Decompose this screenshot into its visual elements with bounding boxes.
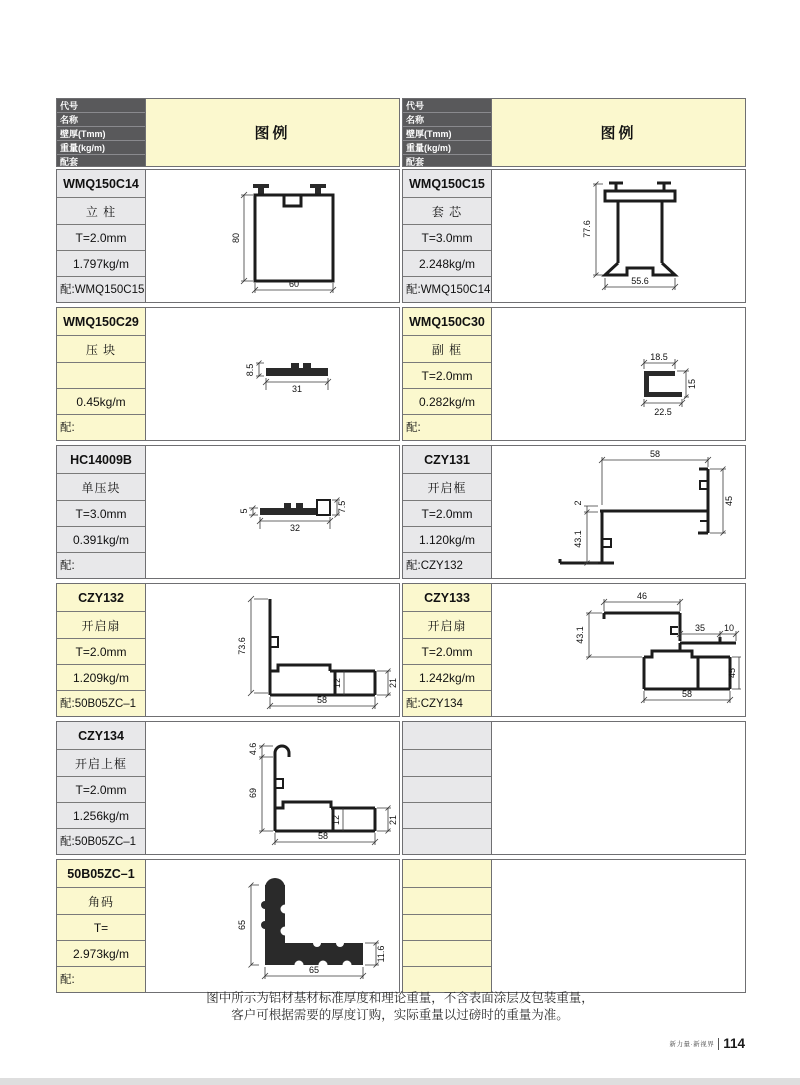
header-match-label: 配套	[60, 157, 79, 167]
profile-weight: 2.248kg/m	[403, 251, 491, 277]
profile-tables	[56, 98, 746, 993]
profile-code: CZY132	[57, 584, 145, 612]
profile-match: 配:	[57, 967, 145, 992]
dim-label: 46	[636, 591, 648, 601]
dim-label: 32	[289, 523, 301, 533]
profile-drawing-empty	[492, 722, 745, 854]
dim-label: 58	[681, 689, 693, 699]
catalog-left-table	[56, 98, 400, 993]
profile-code: WMQ150C29	[57, 308, 145, 336]
label-column	[57, 170, 146, 302]
drawing-core-insert	[492, 171, 745, 301]
dim-label: 43.1	[575, 626, 585, 644]
dim-label: 11.6	[376, 945, 386, 963]
profile-name: 立 柱	[57, 198, 145, 225]
profile-name: 开启上框	[57, 750, 145, 777]
profile-thickness: T=2.0mm	[403, 639, 491, 665]
profile-row-wmq150c30	[402, 307, 746, 441]
footer-note-line1: 图中所示为铝材基材标准厚度和理论重量，不含表面涂层及包装重量，	[206, 991, 594, 1005]
dim-label: 35	[694, 623, 706, 633]
drawing-sub-frame	[492, 309, 745, 439]
profile-name: 单压块	[57, 474, 145, 501]
dim-label: 60	[288, 279, 300, 289]
profile-name: 角码	[57, 888, 145, 915]
label-column	[57, 446, 146, 578]
profile-row-50b05zc1	[56, 859, 400, 993]
dim-label: 12	[331, 814, 341, 826]
profile-drawing	[146, 308, 399, 440]
profile-drawing	[146, 722, 399, 854]
page-footer	[670, 1036, 745, 1051]
label-column	[57, 860, 146, 992]
profile-drawing-empty	[492, 860, 745, 992]
profile-match: 配:	[403, 415, 491, 440]
profile-name: 开启扇	[403, 612, 491, 639]
profile-match: 配:	[57, 415, 145, 440]
dim-label: 65	[237, 919, 247, 931]
header-name-label: 名称	[57, 113, 145, 127]
label-column	[57, 308, 146, 440]
header-label-column	[57, 99, 146, 166]
profile-match: 配:WMQ150C15	[57, 277, 145, 302]
drawing-top-frame-profile	[147, 723, 398, 853]
dim-label: 55.6	[631, 276, 649, 286]
profile-row-hc14009b	[56, 445, 400, 579]
profile-row-empty	[402, 859, 746, 993]
dim-label: 65	[308, 965, 320, 975]
dim-label: 4.6	[248, 742, 258, 756]
label-column	[403, 170, 492, 302]
dim-label: 8.5	[245, 363, 255, 377]
bottom-edge-strip	[0, 1078, 800, 1085]
profile-row-empty	[402, 721, 746, 855]
profile-name	[403, 888, 491, 915]
dim-label: 31	[291, 384, 303, 394]
drawing-sash-profile-2	[492, 585, 745, 715]
dim-label: 2	[573, 500, 583, 506]
profile-name: 开启框	[403, 474, 491, 501]
profile-weight: 1.256kg/m	[57, 803, 145, 829]
header-match-label: 配套	[406, 157, 425, 167]
profile-row-czy133	[402, 583, 746, 717]
profile-name: 压 块	[57, 336, 145, 363]
dim-label: 58	[317, 831, 329, 841]
profile-thickness: T=3.0mm	[403, 225, 491, 251]
profile-code	[403, 722, 491, 750]
dim-label: 18.5	[650, 352, 668, 362]
profile-thickness: T=2.0mm	[57, 225, 145, 251]
profile-thickness: T=3.0mm	[57, 501, 145, 527]
profile-row-czy132	[56, 583, 400, 717]
profile-weight: 1.209kg/m	[57, 665, 145, 691]
brand-text: 新力量·新视界	[669, 1041, 715, 1048]
page-number: 114	[723, 1036, 745, 1051]
dim-label: 45	[724, 495, 734, 507]
dim-label: 7.5	[337, 500, 347, 514]
label-column	[403, 308, 492, 440]
profile-weight: 1.242kg/m	[403, 665, 491, 691]
profile-weight	[403, 803, 491, 829]
profile-row-czy131	[402, 445, 746, 579]
profile-drawing	[492, 170, 745, 302]
profile-code: 50B05ZC–1	[57, 860, 145, 888]
label-column	[403, 722, 492, 854]
profile-match: 配:WMQ150C14	[403, 277, 491, 302]
profile-drawing	[146, 170, 399, 302]
footer-note	[0, 990, 800, 1024]
profile-match: 配:	[57, 553, 145, 578]
profile-thickness	[403, 915, 491, 941]
profile-name: 套 芯	[403, 198, 491, 225]
profile-thickness: T=2.0mm	[403, 363, 491, 389]
dim-label: 12	[332, 677, 342, 689]
profile-thickness: T=2.0mm	[403, 501, 491, 527]
profile-drawing	[146, 446, 399, 578]
profile-name: 开启扇	[57, 612, 145, 639]
profile-weight: 1.797kg/m	[57, 251, 145, 277]
drawing-sash-profile	[147, 585, 398, 715]
profile-weight: 0.282kg/m	[403, 389, 491, 415]
profile-weight: 0.45kg/m	[57, 389, 145, 415]
header-code-label: 代号	[403, 99, 491, 113]
profile-row-wmq150c15	[402, 169, 746, 303]
dim-label: 69	[248, 787, 258, 799]
profile-row-wmq150c14	[56, 169, 400, 303]
profile-thickness: T=	[57, 915, 145, 941]
profile-match	[403, 829, 491, 854]
dim-label: 22.5	[654, 407, 672, 417]
header-name-label: 名称	[403, 113, 491, 127]
profile-thickness	[403, 777, 491, 803]
dim-label: 10	[723, 623, 735, 633]
header-code-label: 代号	[57, 99, 145, 113]
header-weight-label: 重量(kg/m)	[57, 141, 145, 155]
drawing-single-pressure-block	[147, 447, 398, 577]
profile-thickness	[57, 363, 145, 389]
footer-note-line2: 客户可根据需要的厚度订购，实际重量以过磅时的重量为准。	[231, 1008, 569, 1022]
profile-name	[403, 750, 491, 777]
profile-thickness: T=2.0mm	[57, 639, 145, 665]
profile-drawing	[146, 584, 399, 716]
legend-header: 图例	[492, 99, 745, 166]
profile-name: 副 框	[403, 336, 491, 363]
label-column	[403, 860, 492, 992]
label-column	[57, 722, 146, 854]
profile-match: 配:50B05ZC–1	[57, 829, 145, 854]
drawing-corner-bracket	[147, 861, 398, 991]
drawing-pressure-block	[147, 309, 398, 439]
dim-label: 45	[727, 667, 737, 679]
dim-label: 21	[388, 677, 398, 689]
page-number-divider	[718, 1038, 719, 1050]
profile-weight	[403, 941, 491, 967]
profile-match	[403, 967, 491, 992]
profile-code: CZY131	[403, 446, 491, 474]
profile-code: WMQ150C14	[57, 170, 145, 198]
header-weight-label: 重量(kg/m)	[403, 141, 491, 155]
dim-label: 77.6	[582, 220, 592, 238]
profile-drawing	[492, 308, 745, 440]
dim-label: 21	[388, 814, 398, 826]
dim-label: 43.1	[573, 530, 583, 548]
header-thickness-label: 壁厚(Tmm)	[57, 127, 145, 141]
profile-code: WMQ150C15	[403, 170, 491, 198]
table-header	[56, 98, 400, 167]
profile-weight: 0.391kg/m	[57, 527, 145, 553]
header-label-column	[403, 99, 492, 166]
profile-drawing	[492, 446, 745, 578]
drawing-mullion-profile	[147, 171, 398, 301]
dim-label: 15	[687, 378, 697, 390]
profile-row-czy134	[56, 721, 400, 855]
profile-thickness: T=2.0mm	[57, 777, 145, 803]
profile-match: 配:CZY134	[403, 691, 491, 716]
legend-header: 图例	[146, 99, 399, 166]
profile-code: CZY134	[57, 722, 145, 750]
drawing-opening-frame	[492, 447, 745, 577]
profile-code	[403, 860, 491, 888]
profile-code: CZY133	[403, 584, 491, 612]
profile-drawing	[146, 860, 399, 992]
catalog-right-table	[402, 98, 746, 993]
profile-code: HC14009B	[57, 446, 145, 474]
dim-label: 73.6	[237, 637, 247, 655]
profile-match: 配:CZY132	[403, 553, 491, 578]
label-column	[57, 584, 146, 716]
dim-label: 58	[649, 449, 661, 459]
dim-label: 80	[231, 232, 241, 244]
profile-row-wmq150c29	[56, 307, 400, 441]
profile-weight: 1.120kg/m	[403, 527, 491, 553]
profile-code: WMQ150C30	[403, 308, 491, 336]
table-header	[402, 98, 746, 167]
profile-drawing	[492, 584, 745, 716]
profile-match: 配:50B05ZC–1	[57, 691, 145, 716]
dim-label: 5	[239, 508, 249, 514]
profile-weight: 2.973kg/m	[57, 941, 145, 967]
dim-label: 58	[316, 695, 328, 705]
header-thickness-label: 壁厚(Tmm)	[403, 127, 491, 141]
label-column	[403, 584, 492, 716]
label-column	[403, 446, 492, 578]
